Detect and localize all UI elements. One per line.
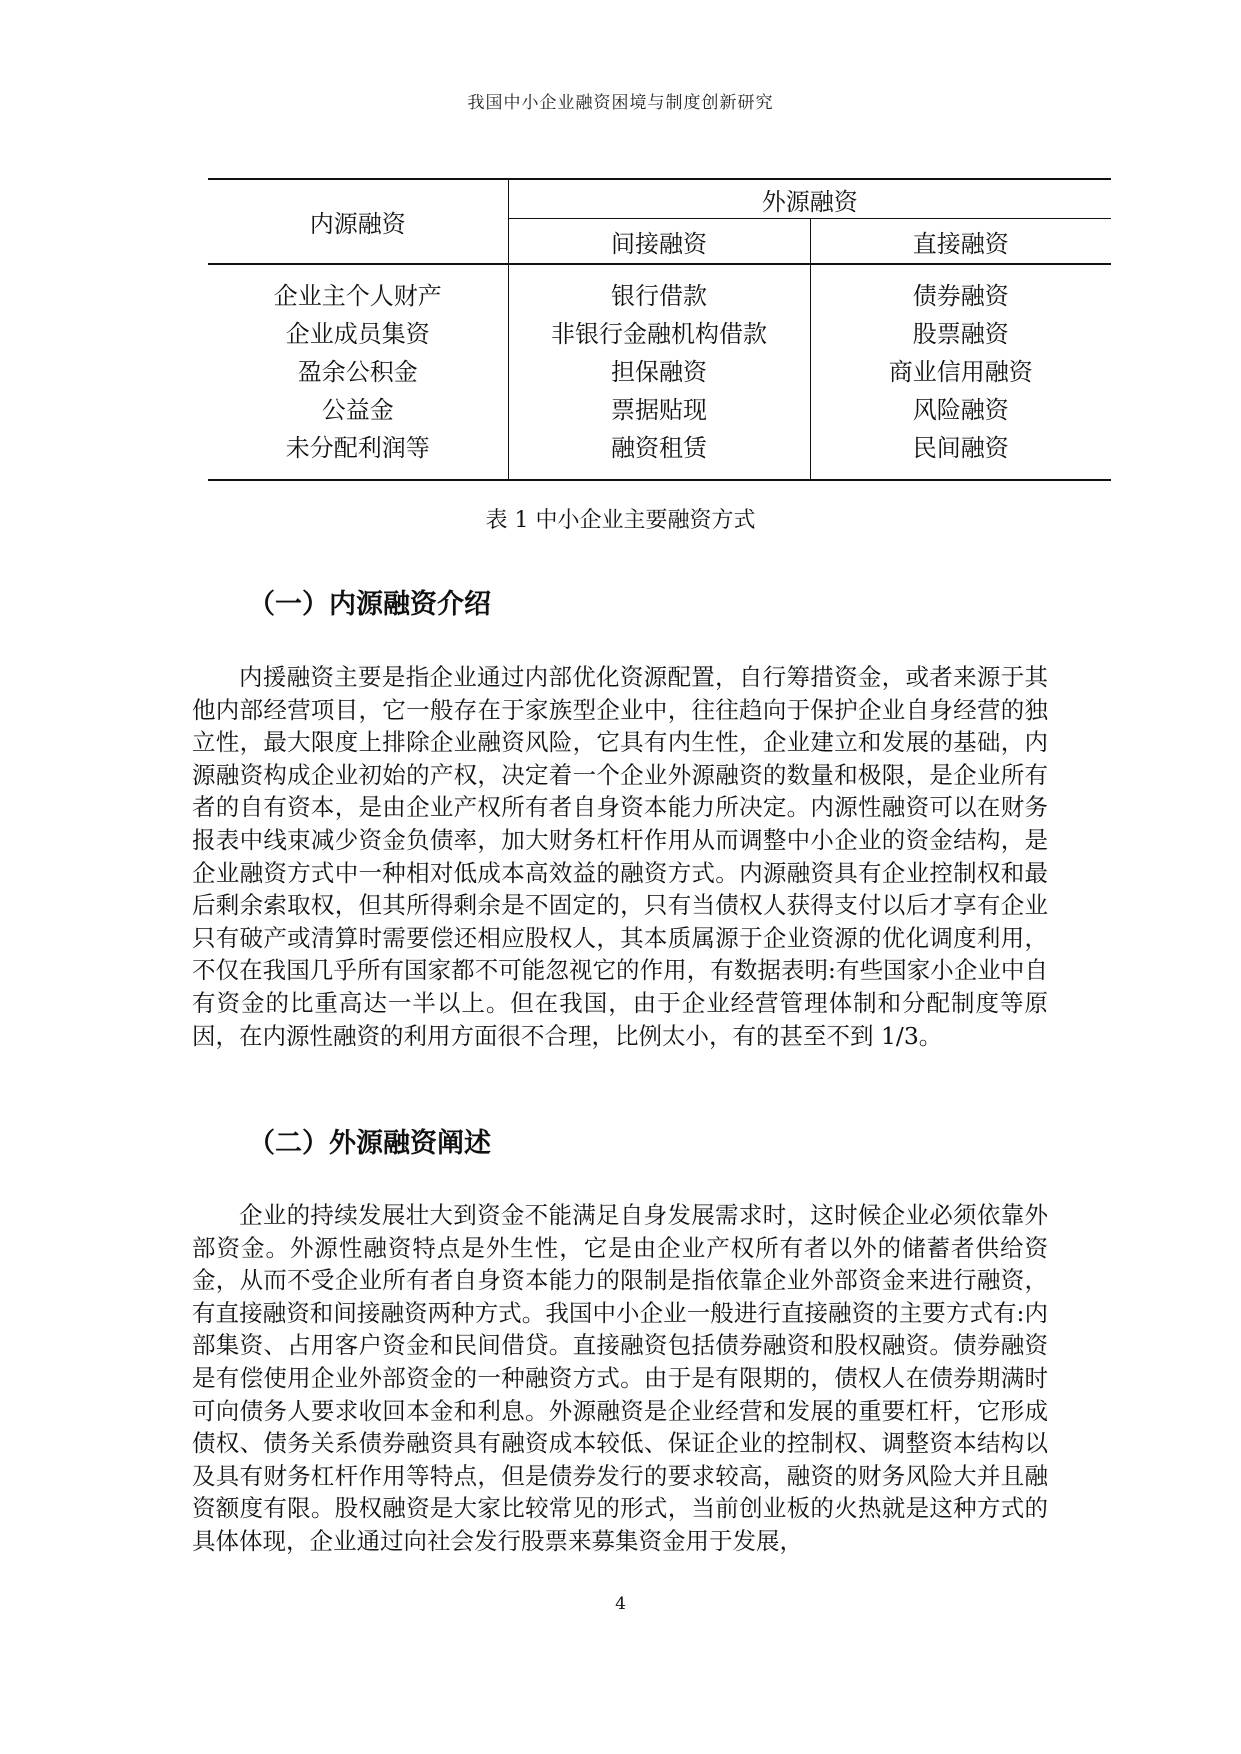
section-1-paragraph: 内援融资主要是指企业通过内部优化资源配置，自行筹措资金，或者来源于其他内部经营项目，它一般存在于家族型企业中，往往趋向于保护企业自身经营的独立性，最大限度上排除企业融资风险，它具有内生性，企业建立和发展的基础，内源融资构成企业初始的产权，决定着一个企业外源融资的数量和极限，是企业所有者的自有资本，是由企业产权所有者自身资本能力所决定。内源性融资可以在财务报表中线束减少资金负债率，加大财务杠杆作用从而调整中小企业的资金结构，是企业融资方式中一种相对低成本高效益的融资方式。内源融资具有企业控制权和最后剩余索取权，但其所得剩余是不固定的，只有当债权人获得支付以后才享有企业只有破产或清算时需要偿还相应股权人，其本质属源于企业资源的优化调度利用，不仅在我国几乎所有国家都不可能忽视它的作用，有数据表明:有些国家小企业中自有资金的比重高达一半以上。但在我国，由于企业经营管理体制和分配制度等原因，在内源性融资的利用方面很不合理，比例太小，有的甚至不到 1/3。 — [192, 663, 1048, 1050]
direct-item: 风险融资 — [912, 396, 1009, 424]
running-header: 我国中小企业融资困境与制度创新研究 — [467, 93, 774, 113]
direct-item: 债券融资 — [912, 282, 1009, 310]
direct-items-cell — [810, 264, 1111, 480]
indirect-item: 银行借款 — [611, 282, 707, 310]
direct-item: 商业信用融资 — [888, 358, 1033, 386]
section-2-title: （二）外源融资阐述 — [248, 1128, 491, 1159]
direct-financing-header: 直接融资 — [810, 219, 1111, 265]
page-number: 4 — [615, 1594, 626, 1614]
internal-item: 企业成员集资 — [285, 320, 430, 348]
internal-items-cell — [208, 264, 508, 480]
direct-item: 民间融资 — [912, 434, 1009, 462]
internal-item: 公益金 — [321, 396, 394, 424]
table-caption: 表 1 中小企业主要融资方式 — [485, 508, 756, 533]
indirect-item: 票据贴现 — [611, 396, 707, 424]
section-1-title: （一）内源融资介绍 — [248, 589, 491, 620]
section-2-paragraph: 企业的持续发展壮大到资金不能满足自身发展需求时，这时候企业必须依靠外部资金。外源性融资特点是外生性，它是由企业产权所有者以外的储蓄者供给资金，从而不受企业所有者自身资本能力的限制是指依靠企业外部资金来进行融资，有直接融资和间接融资两种方式。我国中小企业一般进行直接融资的主要方式有:内部集资、占用客户资金和民间借贷。直接融资包括债券融资和股权融资。债券融资是有偿使用企业外部资金的一种融资方式。由于是有限期的，债权人在债券期满时可向债务人要求收回本金和利息。外源融资是企业经营和发展的重要杠杆，它形成债权、债务关系债券融资具有融资成本较低、保证企业的控制权、调整资本结构以及具有财务杠杆作用等特点，但是债券发行的要求较高，融资的财务风险大并且融资额度有限。股权融资是大家比较常见的形式，当前创业板的火热就是这种方式的具体体现，企业通过向社会发行股票来募集资金用于发展， — [192, 1201, 1048, 1555]
indirect-item: 担保融资 — [611, 358, 707, 386]
indirect-item: 非银行金融机构借款 — [551, 320, 767, 348]
external-financing-header: 外源融资 — [508, 179, 1111, 219]
direct-item: 股票融资 — [912, 320, 1009, 348]
financing-methods-table — [208, 178, 1111, 473]
indirect-item: 融资租赁 — [611, 434, 707, 462]
indirect-items-cell — [508, 264, 810, 480]
indirect-financing-header: 间接融资 — [508, 219, 810, 265]
internal-item: 企业主个人财产 — [273, 282, 442, 310]
internal-financing-header: 内源融资 — [208, 179, 508, 264]
internal-item: 盈余公积金 — [297, 358, 418, 386]
internal-item: 未分配利润等 — [285, 434, 430, 462]
